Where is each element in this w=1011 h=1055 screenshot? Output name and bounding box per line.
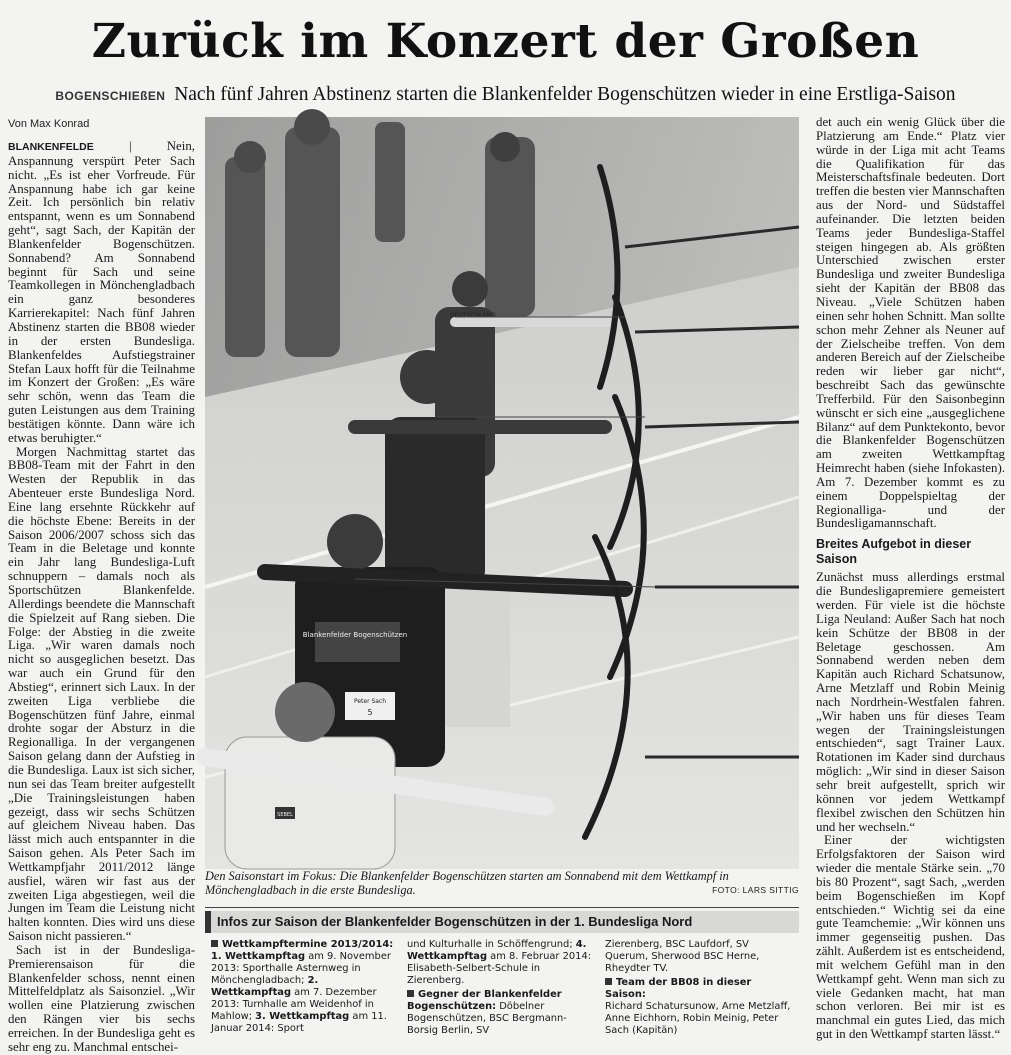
info-heading: Team der BB08 in dieser Saison: <box>605 977 752 1000</box>
subheadline: Nach fünf Jahren Abstinenz starten die Blankenfelder Bogenschützen wieder in eine Erstliga-Saison <box>174 84 956 105</box>
paragraph: Sach ist in der Bundesliga-Premierensaison für die Blankenfelder schoss, nennt einen Mittelfeldplatz als Saisonziel. „Wir wollen eine Platzierung zwischen den Rängen vier bis sechs erreichen. In der Bundesliga geht es sehr eng zu. Manchmal entschei- <box>8 942 195 1054</box>
byline: Von Max Konrad <box>8 118 90 130</box>
info-text: am 9. November 2013: Sporthalle Asternweg in Mönchengladbach; <box>211 951 391 986</box>
bib-name: Peter Sach <box>353 698 387 705</box>
infobox-title: Infos zur Saison der Blankenfelder Bogenschützen in der 1. Bundesliga Nord <box>205 911 799 933</box>
info-entry <box>605 939 795 975</box>
info-text: Richard Schatursunow, Arne Metzlaff, Anne Eichhorn, Robin Meinig, Peter Sach (Kapitän) <box>605 1001 791 1036</box>
headline: Zurück im Konzert der Großen <box>91 14 920 69</box>
article-column-left <box>8 139 195 1054</box>
info-label: 3. Wettkampftag <box>255 1011 350 1022</box>
infobox-column-2 <box>407 939 597 1039</box>
archery-photo-illustration <box>205 117 799 869</box>
subheadline-row <box>0 84 1011 106</box>
paragraph-text: | Nein, Anspannung verspürt Peter Sach nicht. „Es ist eher Vorfreude. Für Anspannung habe ich gar keine Zeit. Ich persönlich bin relativ entspannt, wenn es um Sonnabend geht“, sagt Sach, der Kapitän der Blankenfelder Bogenschützen. Sonnabend? Am Sonnabend beginnt für Sach und seine Teamkollegen in Mönchengladbach ein ganz besonderes Karrierekapitel: Nach fünf Jahren Abstinenz starten die BB08 wieder in der ersten Bundesliga. Blankenfeldes Aufstiegstrainer Stefan Laux hofft für die Teilnahme im Konzert der Großen: „Es wäre sehr schön, wenn das Team die guten Leistungen aus dem Training bestätigen könnte. Dann wäre ich etwas beruhigter.“ <box>8 139 195 445</box>
paragraph: Morgen Nachmittag startet das BB08-Team mit der Fahrt in den Westen der Republik in das Abenteuer erste Bundesliga Nord. Eine lang ersehnte Rückkehr auf die höchste Ebene: Bereits in der Saison 2006/2007 schoss sich das Team in die Beletage und konnte ein Jahr lang Bundesliga-Luft schnuppern – damals noch als Sportschützen Blankenfelde. Allerdings beendete die Mannschaft die Spielzeit auf Rang sieben. Die Folge: der Abstieg in die zweite Liga. „Wir waren damals noch nicht so ausgeglichen besetzt. Das war auch ein Grund für den Abstieg“, erinnert sich Laux. In der zweiten Liga verbliebe die Bogenschützen fünf Jahre, einmal drohte sogar der Absturz in die Regionalliga. In der vergangenen Saison gelang dann der Aufstieg in die Bundesliga. Laux ist sich sicher, nun sei das Team breiter aufgestellt „Die Trainingsleistungen haben gezeigt, dass wir sechs Schützen auf gleichem Niveau haben. Das lässt mich auch entspannter in die Saison gehen. Als Peter Sach im Wettkampfjahr 2011/2012 länge ausfiel, wären wir fast aus der zweiten Liga abgestiegen, weil die Jungen im Team die Leistung nicht halten konnten. Dies wird uns diese Saison nicht passieren.“ <box>8 444 195 944</box>
kicker: BOGENSCHIEßEN <box>55 89 166 103</box>
info-text: am 11. Januar 2014: Sport <box>211 1011 387 1034</box>
archery-photo <box>205 117 799 869</box>
infobox-columns <box>205 939 799 1039</box>
infobox <box>205 907 799 1039</box>
bullet-square-icon <box>605 978 612 985</box>
paragraph: Einer der wichtigsten Erfolgsfaktoren der Saison wird wieder die mentale Stärke sein. „70 bis 80 Prozent“, sagt Sach, „werden beim Bogenschießen im Kopf entschieden.“ Wichtig sei da eine gute Teamchemie: „Wir können uns immer gegenseitig pushen. Das zählt. Außerdem ist es entscheidend, mit welchem Gefühl man in den Wettkampf geht. Wenn man sich zu viele Gedanken macht, hat man schon verloren. Bei mir ist es manchmal ein gutes Lied, das mich gut in den Wettkampf starten lässt.“ <box>816 833 1005 1042</box>
infobox-column-1 <box>211 939 401 1039</box>
photo-credit: FOTO: LARS SITTIG <box>712 885 799 895</box>
jersey-text: DEUTSCHLAND <box>450 312 496 319</box>
jersey-text: Blankenfelder Bogenschützen <box>302 631 408 639</box>
info-entry <box>211 939 401 1035</box>
info-text: am 7. Dezember 2013: Turnhalle am Weidenhof in Mahlow; <box>211 987 377 1022</box>
info-text: und Kulturhalle in Schöffengrund; <box>407 939 573 950</box>
info-entry <box>407 939 597 987</box>
section-heading: Breites Aufgebot in dieser Saison <box>816 537 972 567</box>
info-heading: Wettkampftermine 2013/2014: <box>222 939 394 950</box>
bullet-square-icon <box>211 940 218 947</box>
sponsor-text: SEBEL <box>277 812 293 818</box>
info-heading: Gegner der Blankenfelder Bogenschützen: <box>407 989 562 1012</box>
paragraph: det auch ein wenig Glück über die Platzierung am Ende.“ Platz vier würde in der Liga mit acht Teams die Qualifikation für das Meisterschaftsfinale bedeuten. Dort treffen die besten vier Mannschaften aus der Nord- und Südstaffel aufeinander. Die letzten beiden Teams jeder Bundesliga-Staffel steigen hingegen ab. Als größten Unterschied zwischen erster Bundesliga und zweiter Bundesliga sieht der Kapitän der BB08 das Niveau. „Viele Schützen haben einen sehr hohen Schnitt. Man sollte schon mehr Zehner als Neuner auf der Zielscheibe treffen. Von dem anderen Bereich auf der Zielscheibe reden wir lieber gar nicht“, beschreibt Sach das gewünschte Trefferbild. Für den Saisonbeginn wünscht er sich eine „ausgeglichene Bilanz“ auf dem Punktekonto, bevor die Blankenfelder Bogenschützen am zweiten Wettkampftag Heimrecht haben (siehe Infokasten). Am 7. Dezember kommt es zu einem Doppelspieltag der Regionalliga- und der Bundesligamannschaft. <box>816 115 1005 531</box>
info-text: Döbelner Bogenschützen, BSC Bergmann-Borsig Berlin, SV <box>407 1001 567 1036</box>
bib-number: 5 <box>367 708 373 717</box>
info-entry <box>407 989 597 1037</box>
info-text: Zierenberg, BSC Laufdorf, SV Querum, Sherwood BSC Herne, Rheydter TV. <box>605 939 760 974</box>
info-entry <box>605 977 795 1037</box>
photo-caption <box>205 869 799 897</box>
article-column-right <box>816 116 1005 1041</box>
info-label: 4. Wettkampftag <box>407 939 587 962</box>
info-label: 1. Wettkampftag <box>211 951 306 962</box>
info-text: am 8. Februar 2014: Elisabeth-Selbert-Schule in Zierenberg. <box>407 951 592 986</box>
paragraph: Zunächst muss allerdings erstmal die Bundesligapremiere gemeistert werden. Für viele ist die höchste Liga Neuland: Außer Sach hat noch kein Schütze der BB08 in der Beletage geschossen. Am Sonnabend werden neben dem Kapitän auch Richard Schatsunow, Arne Metzlaff und Robin Meinig nach Nordrhein-Westfalen fahren. „Wir haben uns für dieses Team wegen der Trainingsleistungen entschieden“, sagt Trainer Laux. Rotationen im Kader sind durchaus möglich: „Wir sind in dieser Saison sehr breit aufgestellt, sprich wir können vor jedem Wettkampf flexibel zwischen den Schützen hin und her wechseln.“ <box>816 570 1005 834</box>
info-label: 2. Wettkampftag <box>211 975 319 998</box>
caption-text: Den Saisonstart im Fokus: Die Blankenfelder Bogenschützen starten am Sonnabend mit dem Wettkampf in Mönchengladbach in die erste Bundesliga. <box>205 869 729 897</box>
dateline: BLANKENFELDE <box>8 141 94 153</box>
bullet-square-icon <box>407 990 414 997</box>
paragraph <box>8 140 195 446</box>
infobox-column-3 <box>605 939 795 1039</box>
